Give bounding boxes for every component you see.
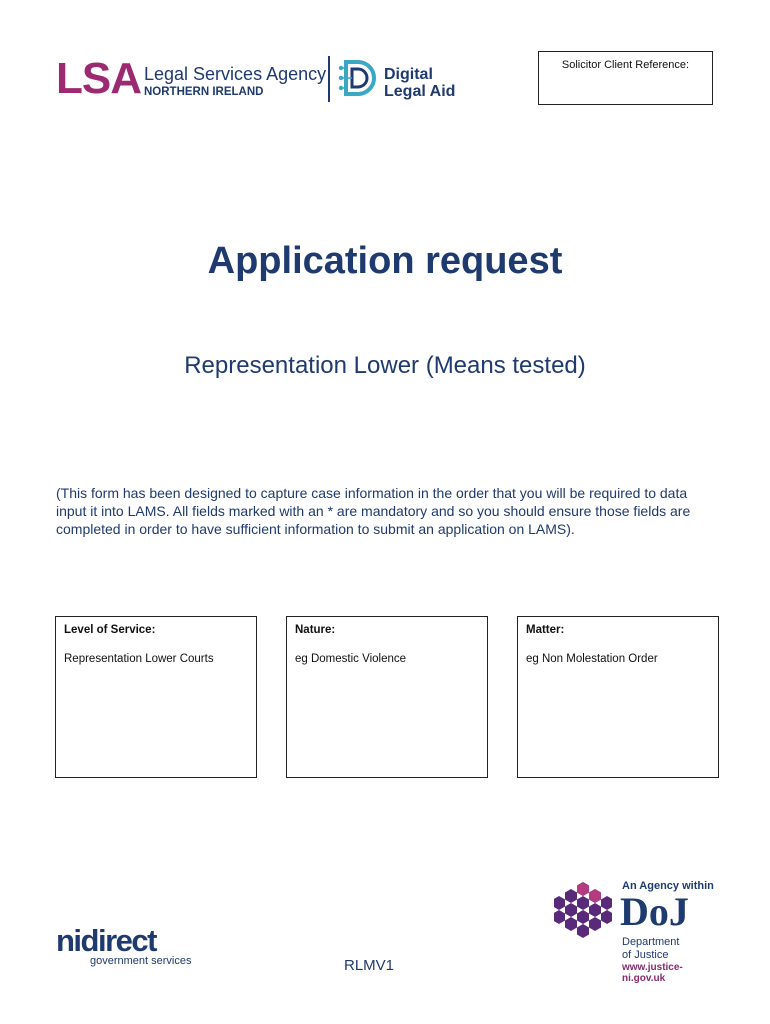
nature-label: Nature: [295, 624, 336, 636]
matter-box[interactable] [517, 616, 719, 778]
lsa-name: Legal Services Agency [144, 64, 327, 84]
intro-text: (This form has been designed to capture case information in the order that you will be required to data input it into LAMS. All fields marked with an * are mandatory and so you should ensure those fields are completed in order to have sufficient information to submit an application on LAMS). [56, 485, 691, 537]
page-title: Application request [207, 240, 563, 282]
dla-text-line2: Legal Aid [384, 83, 456, 100]
doj-mark: DoJ [620, 889, 689, 934]
level-of-service-label: Level of Service: [64, 624, 156, 636]
dla-text-line1: Digital [384, 66, 433, 83]
doj-url: www.justice-ni.gov.uk [622, 962, 683, 984]
solicitor-reference-field[interactable] [538, 51, 713, 105]
level-of-service-box[interactable] [55, 616, 257, 778]
matter-label: Matter: [526, 624, 565, 636]
lsa-region: NORTHERN IRELAND [144, 86, 264, 98]
doj-agency-text: An Agency within [622, 880, 714, 892]
logo-divider [328, 56, 330, 102]
nature-box[interactable] [286, 616, 488, 778]
nidirect-logo [56, 924, 196, 972]
solicitor-reference-label: Solicitor Client Reference: [561, 59, 690, 71]
doj-department-line2: of Justice [622, 949, 669, 961]
nature-value: eg Domestic Violence [295, 653, 407, 665]
nidirect-word: nidirect [56, 923, 156, 958]
digital-legal-aid-icon [338, 58, 378, 98]
level-of-service-value: Representation Lower Courts [64, 653, 214, 665]
matter-value: eg Non Molestation Order [526, 653, 658, 665]
doj-department-line1: Department [622, 936, 680, 948]
nidirect-subtitle: government services [90, 955, 192, 967]
lsa-mark: LSA [56, 54, 141, 103]
page-subtitle: Representation Lower (Means tested) [184, 352, 586, 379]
form-code: RLMV1 [344, 957, 395, 974]
lsa-logo [56, 56, 456, 106]
doj-logo [554, 876, 724, 984]
doj-hexagon-icon [554, 880, 612, 942]
